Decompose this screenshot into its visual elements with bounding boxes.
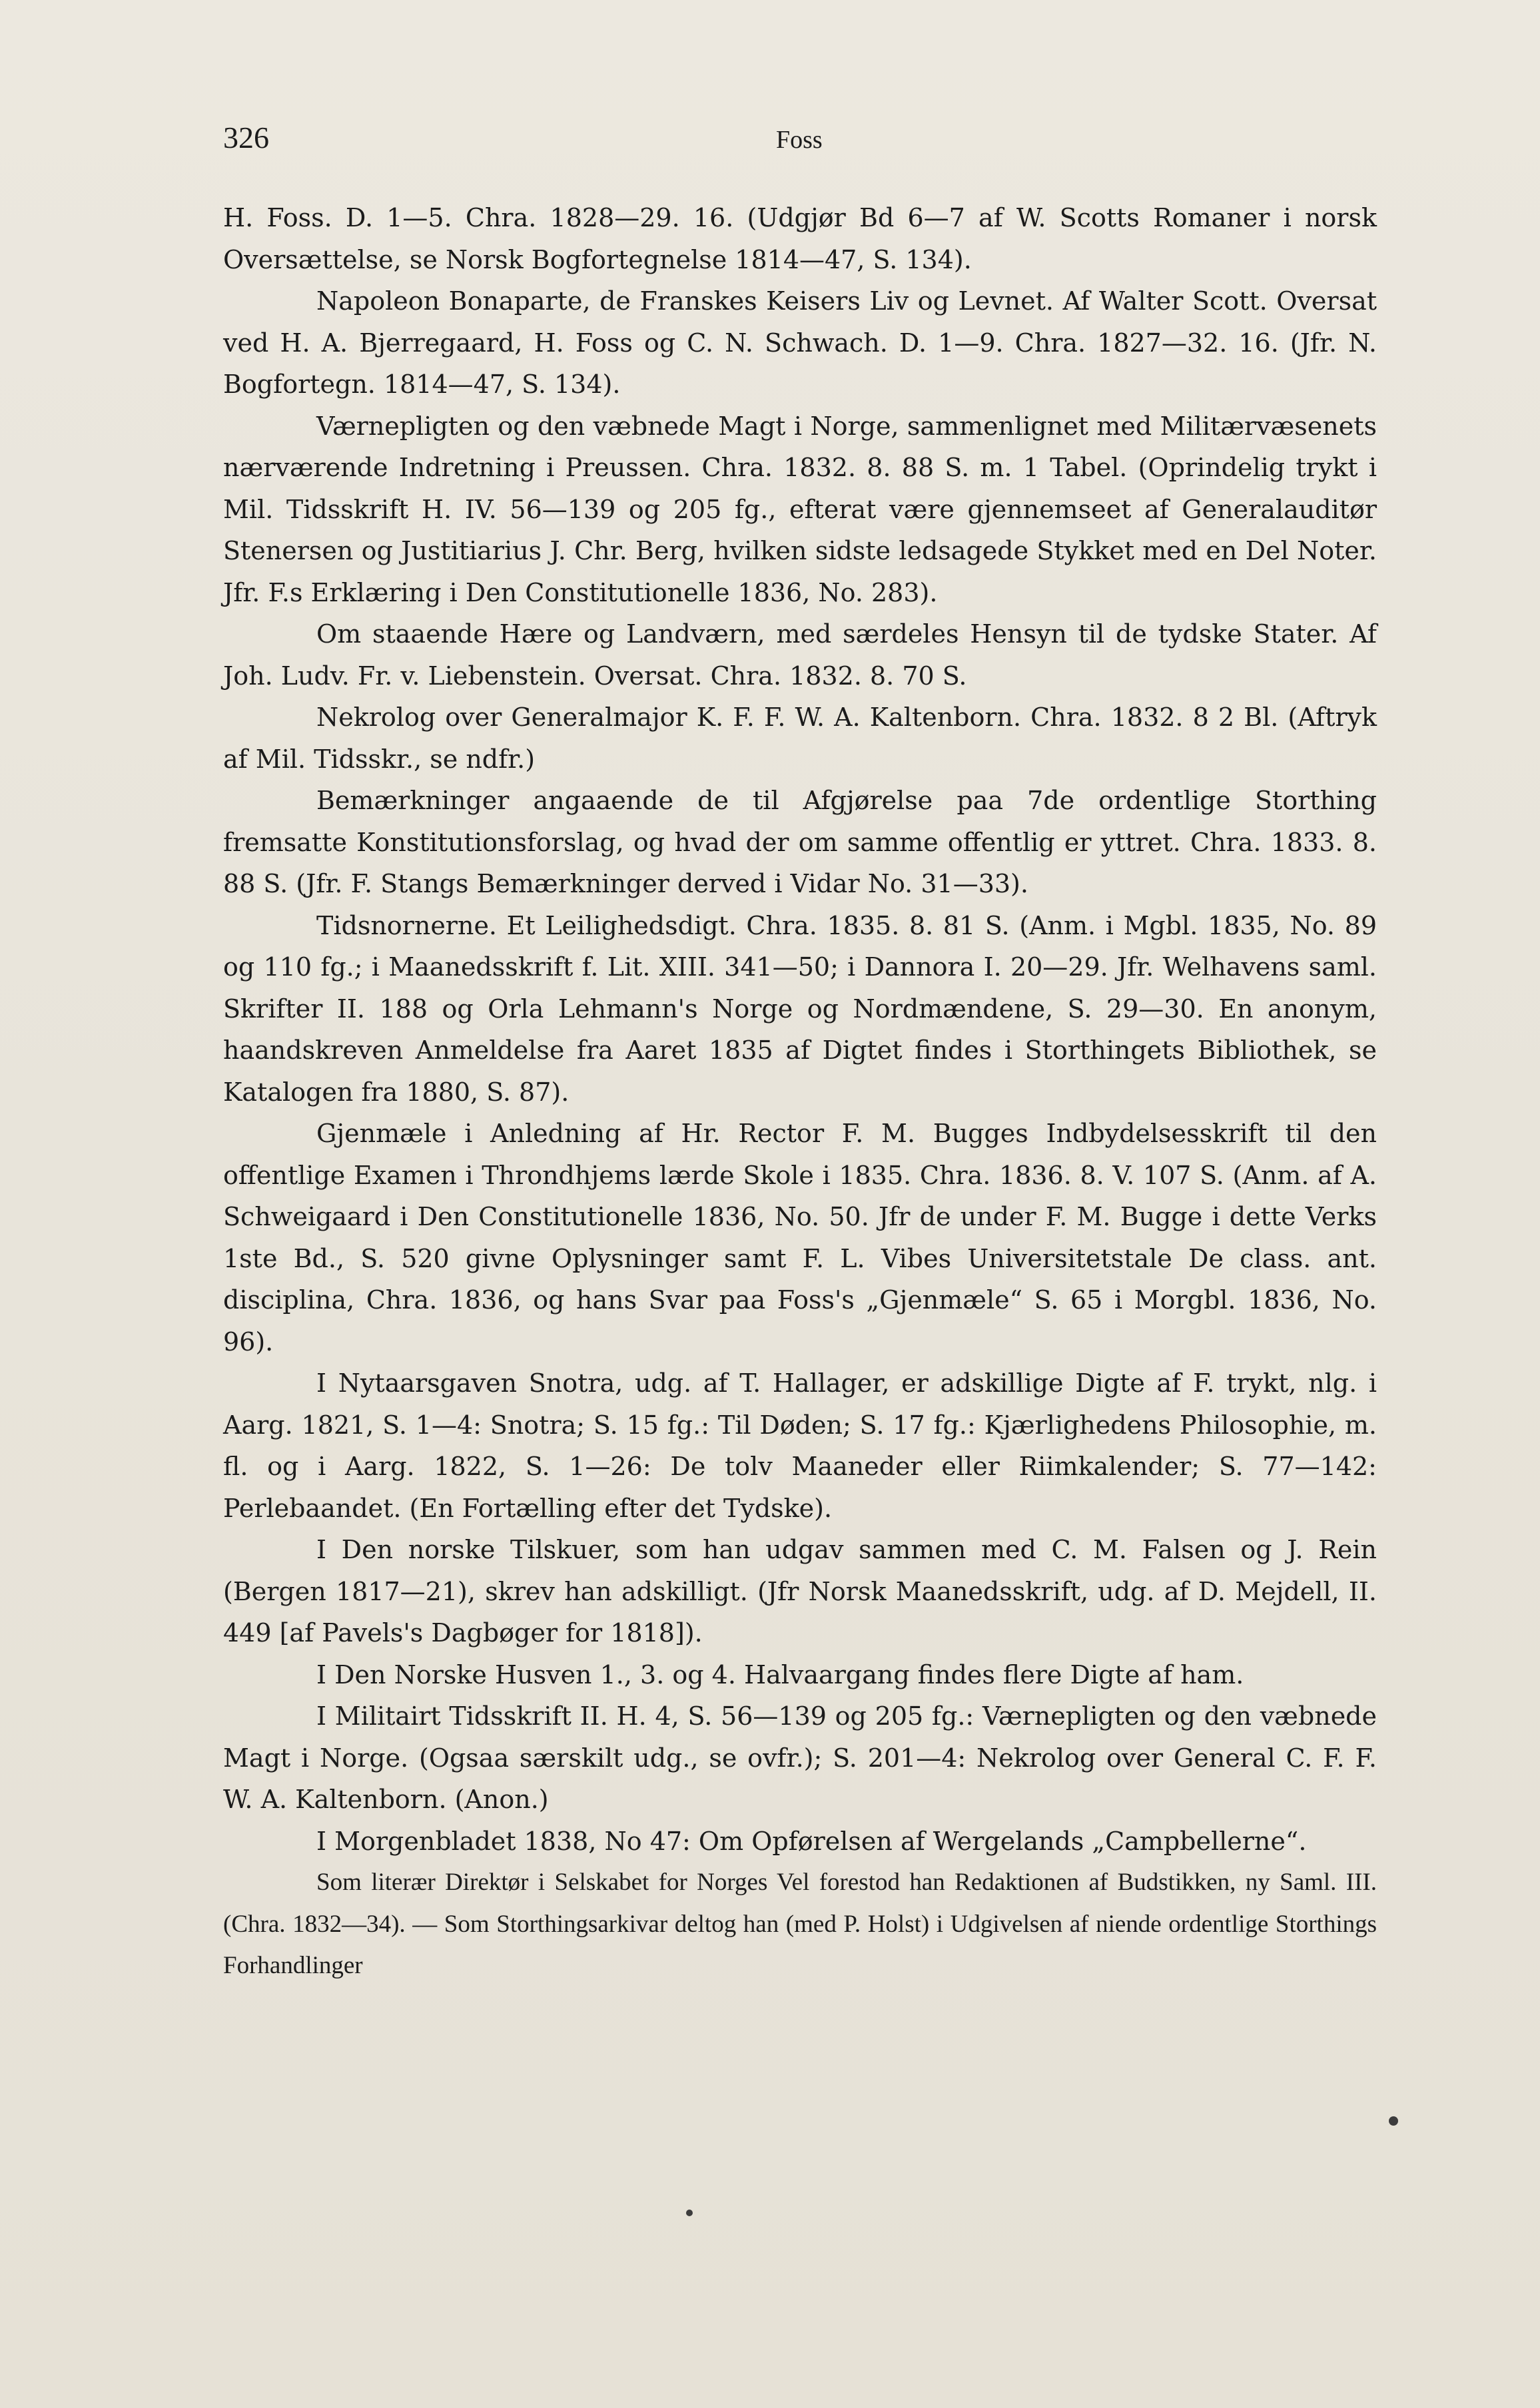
bibliography-entry: I Nytaarsgaven Snotra, udg. af T. Hallager, er adskillige Digte af F. trykt, nlg. i Aarg. 1821, S. 1—4: Snotra; S. 15 fg.: Til Døden; S. 17 fg.: Kjærlighedens Philosophie, m. fl. og i Aarg. 1822, S. 1—26: De tolv Maaneder eller Riimkalender; S. 77—142: Perlebaandet. (En Fortælling efter det Tydske). [223,1368,1377,1523]
bibliography-entry: Tidsnornerne. Et Leilighedsdigt. Chra. 1835. 8. 81 S. (Anm. i Mgbl. 1835, No. 89 og 110 fg.; i Maanedsskrift f. Lit. XIII. 341—50; i Dannora I. 20—29. Jfr. Welhavens saml. Skrifter II. 188 og Orla Lehmann's Norge og Nordmændene, S. 29—30. En anonym, haandskreven Anmeldelse fra Aaret 1835 af Digtet findes i Storthingets Bibliothek, se Katalogen fra 1880, S. 87). [223,910,1377,1107]
bibliography-entry: Napoleon Bonaparte, de Franskes Keisers Liv og Levnet. Af Walter Scott. Oversat ved H. A. Bjerregaard, H. Foss og C. N. Schwach. D. 1—9. Chra. 1827—32. 16. (Jfr. N. Bogfortegn. 1814—47, S. 134). [223,286,1377,399]
bibliography-entry: Gjenmæle i Anledning af Hr. Rector F. M. Bugges Indbydelsesskrift til den offentlige Examen i Throndhjems lærde Skole i 1835. Chra. 1836. 8. V. 107 S. (Anm. af A. Schweigaard i Den Constitutionelle 1836, No. 50. Jfr de under F. M. Bugge i dette Verks 1ste Bd., S. 520 givne Oplysninger samt F. L. Vibes Universitetstale De class. ant. disciplina, Chra. 1836, og hans Svar paa Foss's „Gjenmæle“ S. 65 i Morgbl. 1836, No. 96). [223,1119,1377,1356]
page-header [223,120,1373,166]
closing-paragraph: Som literær Direktør i Selskabet for Norges Vel forestod han Redaktionen af Budstikken, ny Saml. III. (Chra. 1832—34). — Som Storthingsarkivar deltog han (med P. Holst) i Udgivelsen af niende ordentlige Storthings Forhandlinger [223,1869,1377,1979]
page-body [223,197,1377,1987]
bibliography-entry: I Morgenbladet 1838, No 47: Om Opførelsen af Wergelands „Campbellerne“. [316,1826,1307,1856]
bibliography-entry: I Den Norske Husven 1., 3. og 4. Halvaargang findes flere Digte af ham. [316,1659,1244,1689]
running-head: Foss [776,126,823,154]
bibliography-entry: I Militairt Tidsskrift II. H. 4, S. 56—139 og 205 fg.: Værnepligten og den væbnede Magt i Norge. (Ogsaa særskilt udg., se ovfr.); S. 201—4: Nekrolog over General C. F. F. W. A. Kaltenborn. (Anon.) [223,1701,1377,1814]
page-number: 326 [223,121,269,154]
ink-spot [686,2210,693,2216]
bibliography-entry: Nekrolog over Generalmajor K. F. F. W. A. Kaltenborn. Chra. 1832. 8 2 Bl. (Aftryk af Mil. Tidsskr., se ndfr.) [223,703,1377,774]
bibliography-entry: H. Foss. D. 1—5. Chra. 1828—29. 16. (Udgjør Bd 6—7 af W. Scotts Romaner i norsk Oversættelse, se Norsk Bogfortegnelse 1814—47, S. 134). [223,203,1377,274]
bibliography-entry: Bemærkninger angaaende de til Afgjørelse paa 7de ordentlige Storthing fremsatte Konstitutionsforslag, og hvad der om samme offentlig er yttret. Chra. 1833. 8. 88 S. (Jfr. F. Stangs Bemærkninger derved i Vidar No. 31—33). [223,786,1377,898]
ink-spot [1389,2116,1398,2126]
bibliography-entry: Om staaende Hære og Landværn, med særdeles Hensyn til de tydske Stater. Af Joh. Ludv. Fr. v. Liebenstein. Oversat. Chra. 1832. 8. 70 S. [223,619,1377,691]
bibliography-entry: I Den norske Tilskuer, som han udgav sammen med C. M. Falsen og J. Rein (Bergen 1817—21), skrev han adskilligt. (Jfr Norsk Maanedsskrift, udg. af D. Mejdell, II. 449 [af Pavels's Dagbøger for 1818]). [223,1535,1377,1648]
bibliography-entry: Værnepligten og den væbnede Magt i Norge, sammenlignet med Militærvæsenets nærværende Indretning i Preussen. Chra. 1832. 8. 88 S. m. 1 Tabel. (Oprindelig trykt i Mil. Tidsskrift H. IV. 56—139 og 205 fg., efterat være gjennemseet af Generalauditør Stenersen og Justitiarius J. Chr. Berg, hvilken sidste ledsagede Stykket med en Del Noter. Jfr. F.s Erklæring i Den Constitutionelle 1836, No. 283). [223,411,1377,607]
